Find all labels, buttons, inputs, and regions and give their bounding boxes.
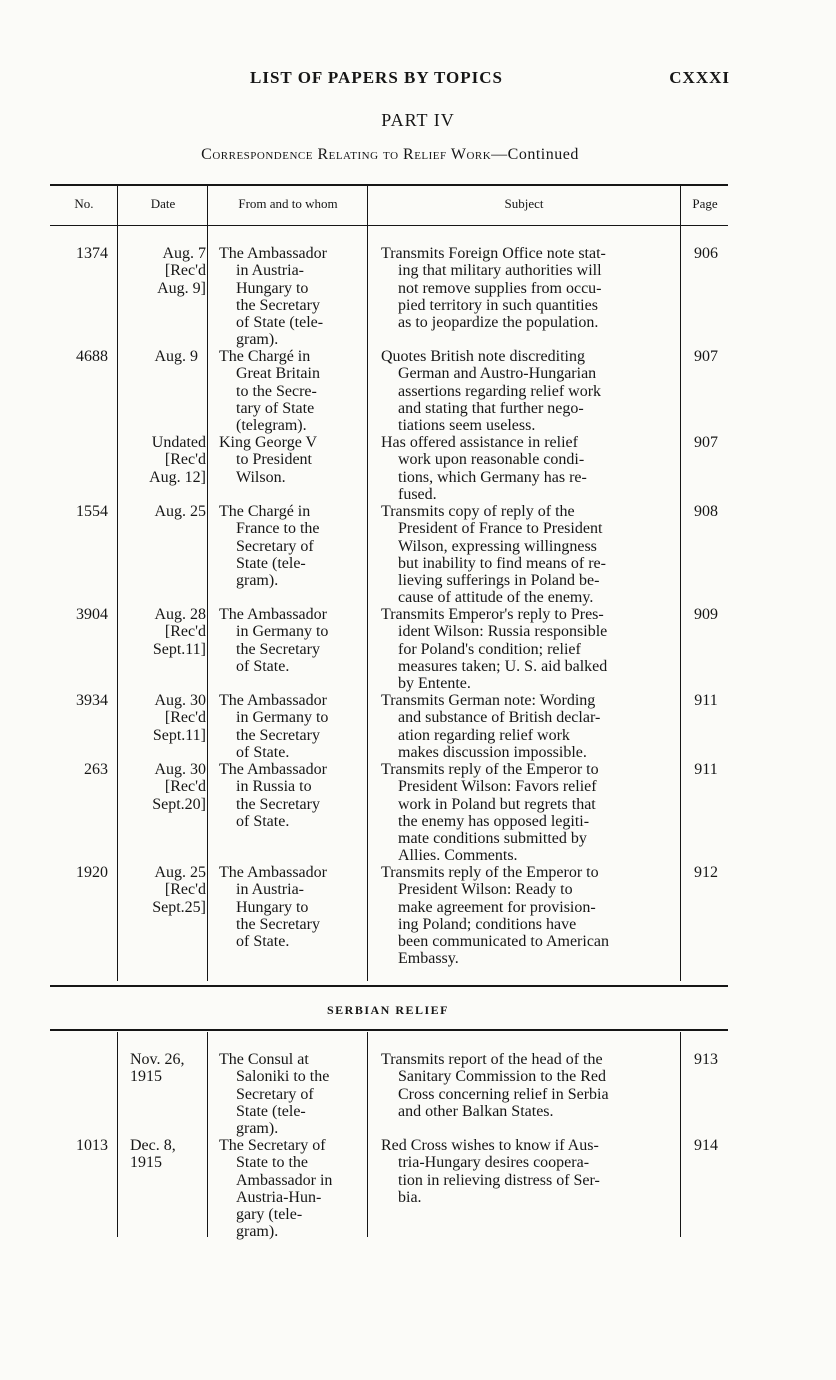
col-page-header: Page	[692, 196, 718, 211]
column-divider	[117, 186, 118, 981]
row-from-to-text: The Chargé in France to the Secretary of State (tele- gram).	[219, 503, 320, 590]
row-subject	[381, 1137, 670, 1206]
row-subject	[381, 864, 670, 968]
row-date-text: Dec. 8, 1915	[130, 1137, 176, 1172]
row-subject-text: Transmits German note: Wording and substance of British declar- ation regarding relief work makes discussion impossible.	[381, 692, 601, 761]
row-number: 1554	[76, 503, 108, 520]
row-date	[128, 606, 206, 658]
running-title: LIST OF PAPERS BY TOPICS	[250, 68, 503, 87]
row-number: 3904	[76, 606, 108, 623]
row-page: 912	[694, 864, 718, 881]
row-subject	[381, 434, 670, 503]
row-date-text: Aug. 7 [Rec'd Aug. 9]	[157, 245, 206, 297]
row-from-to	[219, 503, 363, 589]
row-page: 913	[694, 1051, 718, 1068]
column-divider	[367, 186, 368, 981]
column-divider	[207, 186, 208, 981]
row-page: 911	[694, 761, 718, 778]
row-date	[128, 692, 206, 744]
row-subject-text: Red Cross wishes to know if Aus- tria-Hungary desires coopera- tion in relieving distress of Ser- bia.	[381, 1137, 600, 1206]
row-page: 909	[694, 606, 718, 623]
row-from-to-text: The Secretary of State to the Ambassador in Austria-Hun- gary (tele- gram).	[219, 1137, 333, 1241]
row-subject	[381, 692, 670, 761]
part-heading: PART IV	[381, 110, 455, 130]
row-subject-text: Quotes British note discrediting German and Austro-Hungarian assertions regarding relief work and stating that further nego- tiations seem useless.	[381, 348, 602, 435]
row-number: 1013	[76, 1137, 108, 1154]
row-subject	[381, 245, 670, 331]
row-subject	[381, 503, 670, 607]
row-date	[128, 761, 206, 813]
row-from-to-text: King George V to President Wilson.	[219, 434, 318, 486]
row-subject-text: Transmits reply of the Emperor to President Wilson: Ready to make agreement for provision- ing Poland; conditions have been communicated to American Embassy.	[381, 864, 610, 968]
row-page: 907	[694, 434, 718, 451]
col-no-header: No.	[74, 196, 94, 211]
column-divider	[680, 1032, 681, 1237]
table-top-rule	[50, 184, 728, 186]
subtable-top-rule	[50, 1029, 728, 1031]
row-date-text: Aug. 9	[154, 348, 198, 365]
row-subject	[381, 606, 670, 692]
row-date-text: Aug. 25 [Rec'd Sept.25]	[152, 864, 206, 916]
row-subject	[381, 761, 670, 865]
row-from-to-text: The Ambassador in Germany to the Secretary of State.	[219, 692, 329, 761]
row-from-to-text: The Ambassador in Austria- Hungary to the Secretary of State (tele- gram).	[219, 245, 327, 349]
subsection-heading: SERBIAN RELIEF	[326, 1003, 450, 1017]
row-from-to	[219, 1137, 363, 1241]
row-date-text: Undated [Rec'd Aug. 12]	[149, 434, 206, 486]
row-from-to	[219, 606, 363, 675]
row-subject-text: Transmits report of the head of the Sanitary Commission to the Red Cross concerning relief in Serbia and other Balkan States.	[381, 1051, 609, 1120]
row-from-to	[219, 434, 363, 486]
row-date-text: Aug. 30 [Rec'd Sept.20]	[152, 761, 206, 813]
row-number: 1920	[76, 864, 108, 881]
row-date	[128, 1051, 206, 1086]
row-date	[128, 245, 206, 297]
column-divider	[207, 1032, 208, 1237]
row-date-text: Aug. 30 [Rec'd Sept.11]	[152, 692, 206, 744]
col-from-header: From and to whom	[238, 196, 338, 211]
row-date-text: Nov. 26, 1915	[130, 1051, 185, 1086]
section-title: Correspondence Relating to Relief Work	[201, 146, 492, 163]
column-divider	[117, 1032, 118, 1237]
row-date	[128, 1137, 206, 1172]
row-from-to-text: The Ambassador in Austria- Hungary to the Secretary of State.	[219, 864, 327, 951]
row-date-text: Aug. 28 [Rec'd Sept.11]	[152, 606, 206, 658]
row-from-to-text: The Consul at Saloniki to the Secretary of State (tele- gram).	[219, 1051, 330, 1138]
row-page: 908	[694, 503, 718, 520]
row-from-to-text: The Chargé in Great Britain to the Secre- tary of State (telegram).	[219, 348, 320, 435]
table-header-rule	[50, 225, 728, 226]
row-number: 4688	[76, 348, 108, 365]
row-subject	[381, 1051, 670, 1120]
row-from-to	[219, 348, 363, 434]
row-subject-text: Transmits Emperor's reply to Pres- ident Wilson: Russia responsible for Poland's condition; relief measures taken; U. S. aid balked by Entente.	[381, 606, 608, 693]
row-date	[128, 434, 206, 486]
row-from-to	[219, 761, 363, 830]
row-subject	[381, 348, 670, 434]
row-from-to	[219, 864, 363, 950]
row-number: 1374	[76, 245, 108, 262]
row-from-to	[219, 692, 363, 761]
column-divider	[680, 186, 681, 981]
row-date-text: Aug. 25	[154, 503, 206, 520]
table-bottom-rule	[50, 985, 728, 987]
row-subject-text: Transmits reply of the Emperor to President Wilson: Favors relief work in Poland but regrets that the enemy has opposed legiti- mate conditions submitted by Allies. Comments.	[381, 761, 599, 865]
row-from-to-text: The Ambassador in Germany to the Secretary of State.	[219, 606, 329, 675]
row-from-to-text: The Ambassador in Russia to the Secretary of State.	[219, 761, 327, 830]
row-from-to	[219, 1051, 363, 1137]
row-page: 907	[694, 348, 718, 365]
row-from-to	[219, 245, 363, 349]
row-date	[128, 864, 206, 916]
col-date-header: Date	[150, 196, 176, 211]
col-subject-header: Subject	[504, 196, 544, 211]
row-page: 914	[694, 1137, 718, 1154]
column-divider	[367, 1032, 368, 1237]
row-date	[128, 348, 206, 365]
row-subject-text: Transmits Foreign Office note stat- ing that military authorities will not remove supplies from occu- pied territory in such quantities as to jeopardize the population.	[381, 245, 606, 332]
row-subject-text: Has offered assistance in relief work upon reasonable condi- tions, which Germany has re- fused.	[381, 434, 587, 503]
row-page: 906	[694, 245, 718, 262]
section-suffix: —Continued	[491, 146, 579, 163]
row-number: 263	[84, 761, 108, 778]
section-heading	[0, 146, 780, 164]
row-number: 3934	[76, 692, 108, 709]
row-page: 911	[694, 692, 718, 709]
row-subject-text: Transmits copy of reply of the President of France to President Wilson, expressing willingness but inability to find means of re- lieving sufferings in Poland be- cause of attitude of the enemy.	[381, 503, 606, 607]
row-date	[128, 503, 206, 520]
page-number: CXXXI	[669, 68, 730, 87]
